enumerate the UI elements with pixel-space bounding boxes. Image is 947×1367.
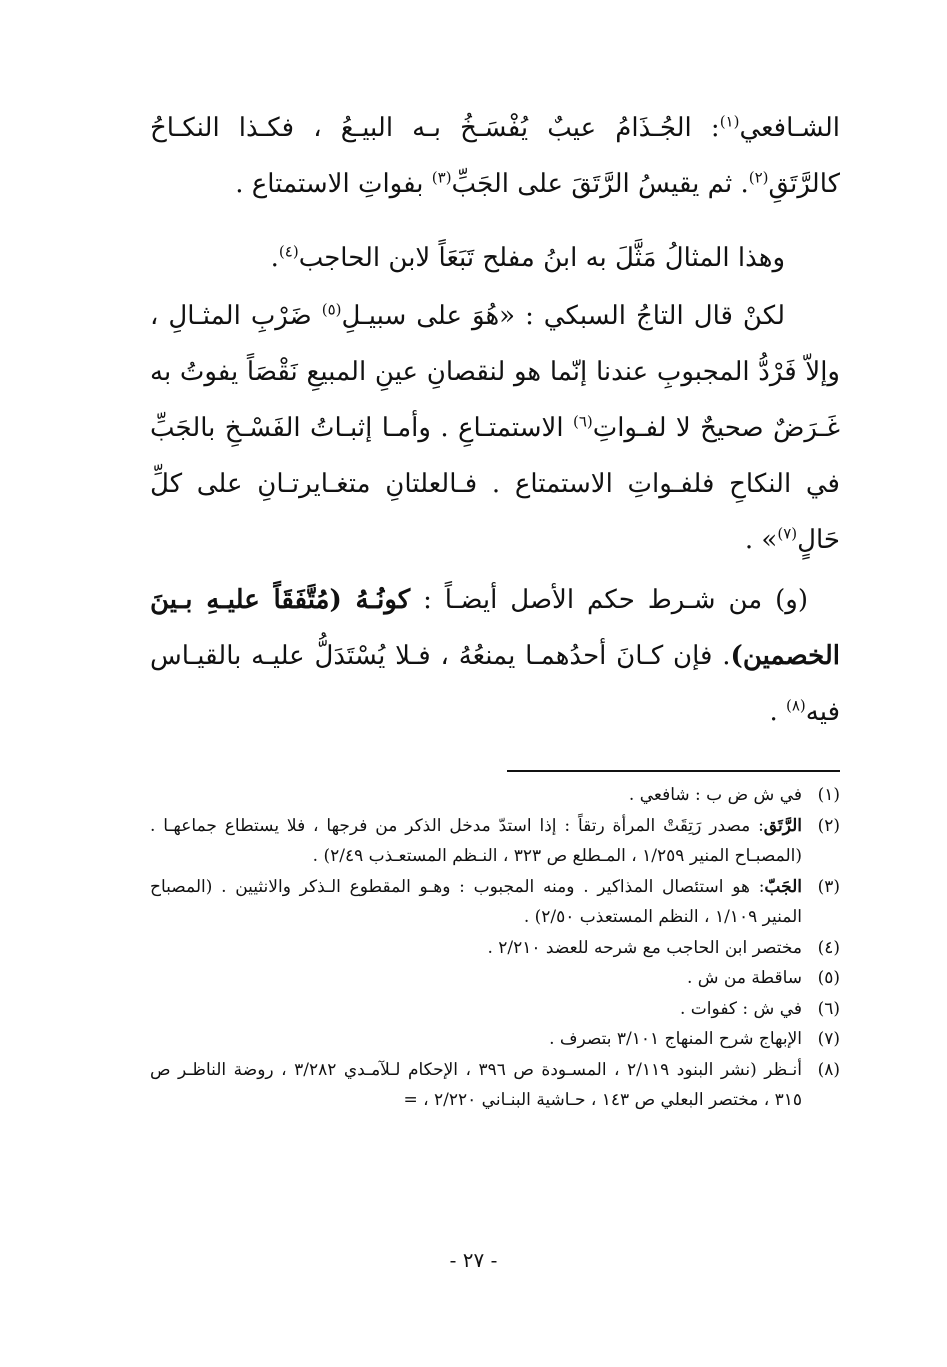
footnote-ref: (٢): [748, 168, 769, 187]
paragraph-3: [150, 288, 840, 568]
footnote-body: مختصر ابن الحاجب مع شرحه للعضد ٢/٢١٠ .: [487, 937, 802, 958]
footnote-item: [150, 780, 840, 811]
footnote-body: أنـظر (نشر البنود ٢/١١٩ ، المسـودة ص ٣٩٦ ، الإحكام لـلآمـدي ٣/٢٨٢ ، روضة الناظـر ص ٣١٥ ، مختصر البعلي ص ١٤٣ ، حـاشية البنـاني ٢/٢٢٠ ، =: [150, 1059, 802, 1110]
footnote-item: [150, 994, 840, 1025]
footnote-body: في ش : كفوات .: [680, 998, 802, 1019]
paragraph-2: [150, 230, 840, 286]
footnotes: [150, 780, 840, 1116]
footnote-item: [150, 963, 840, 994]
footnote-ref: (١): [719, 112, 740, 131]
footnote-item: [150, 872, 840, 933]
footnote-ref: (٣): [431, 168, 452, 187]
footnote-number: (٨): [817, 1059, 840, 1080]
footnote-number: (٣): [817, 876, 840, 897]
footnote-body: : هو استئصال المذاكير . ومنه المجبوب : وهـو المقطوع الـذكر والانثيين . (المصباح المنير ١/١٠٩ ، النظم المستعذب ٢/٥٠) .: [150, 876, 802, 927]
footnote-term: الجَبّ: [764, 876, 802, 897]
text-segment: .: [769, 697, 786, 727]
footnote-ref: (٨): [786, 696, 806, 715]
text-segment: (و) من شـرط حكم الأصل أيضـاً :: [410, 585, 808, 615]
text-segment: وهذا المثالُ مَثَّلَ به ابنُ مفلح تَبَعَاً لابن الحاجب: [298, 243, 785, 273]
bold-text-segment: كونُـهُ (مُتَّفَقَاً عليـهِ بـينَ الخصمين): [150, 585, 840, 671]
text-segment: الشـافعي: [739, 113, 840, 143]
footnote-text: [150, 1055, 802, 1116]
footnote-ref: (٧): [777, 524, 798, 543]
text-segment: الاستمتـاعِ . وأمـا إثبـاتُ الفَسْـخِ بالجَبِّ في النكاحِ فلفـواتِ الاستمتاع . فـالعلتانِ متغـايرتـانِ على كلِّ حَالٍ: [150, 413, 840, 555]
text-segment: » .: [744, 525, 778, 555]
footnote-separator: [507, 770, 840, 772]
footnote-ref: (٥): [321, 300, 342, 319]
footnote-item: [150, 933, 840, 964]
footnote-text: [150, 994, 802, 1025]
footnote-text: [150, 933, 802, 964]
footnote-term: الرَّتَق: [763, 815, 802, 836]
footnote-body: الإبهاج شرح المنهاج ٣/١٠١ بتصرف .: [549, 1029, 802, 1049]
page-number: - ٢٧ -: [449, 1248, 498, 1272]
text-segment: . فإن كـانَ أحدُهمـا يمنعُهُ ، فـلا يُسْتَدَلُّ عليـه بالقيـاس فيه: [150, 641, 840, 727]
footnote-text: [150, 780, 802, 811]
footnote-number: (٥): [817, 968, 840, 988]
footnote-text: [150, 811, 802, 872]
footnote-number: (٢): [817, 815, 840, 836]
footnote-text: [150, 872, 802, 933]
text-segment: ضَرْبِ المثـالِ ، وإلاّ فَرْدُّ المجبوبِ عندنا إنّما هو لنقصانِ عينِ المبيعِ نَقْصَاً يفوتُ به غَـرَضٌ صحيحٌ لا لفـواتِ: [150, 301, 840, 443]
footnote-text: [150, 963, 802, 994]
footnote-item: [150, 1055, 840, 1116]
footnote-number: (٧): [817, 1029, 840, 1049]
paragraph-1: [150, 100, 840, 212]
paragraph-4: [150, 572, 840, 740]
text-segment: لكنْ قال التاجُ السبكي : «هُوَ على سبيـلِ: [341, 301, 785, 331]
footnote-item: [150, 1024, 840, 1055]
text-segment: : الجُـذَامُ عيبٌ يُفْسَـخُ بـه البيـعُ ، فكـذا النكـاحُ كالرَّتَقِ: [150, 113, 840, 199]
footnote-number: (٦): [817, 998, 840, 1019]
footnote-text: [150, 1024, 802, 1055]
footnote-body: ساقطة من ش .: [686, 968, 802, 988]
footnote-body: في ش ض ب : شافعي .: [628, 785, 802, 805]
footnote-body: : مصدر رَتِقَتْ المرأة رتقاً : إذا استدّ مدخل الذكر من فرجها ، فلا يستطاع جماعهـا . (المصبـاح المنير ١/٢٥٩ ، المـطلع ص ٣٢٣ ، النـظم المستعـذب ٢/٤٩) .: [150, 815, 802, 866]
text-segment: .: [270, 243, 279, 273]
text-segment: بفواتِ الاستمتاع .: [235, 169, 432, 199]
text-segment: . ثم يقيسُ الرَّتَقَ على الجَبِّ: [451, 169, 749, 199]
footnote-ref: (٤): [278, 242, 299, 261]
footnote-item: [150, 811, 840, 872]
footnote-number: (٤): [817, 937, 840, 958]
footnote-ref: (٦): [572, 412, 593, 431]
footnote-number: (١): [817, 785, 840, 805]
